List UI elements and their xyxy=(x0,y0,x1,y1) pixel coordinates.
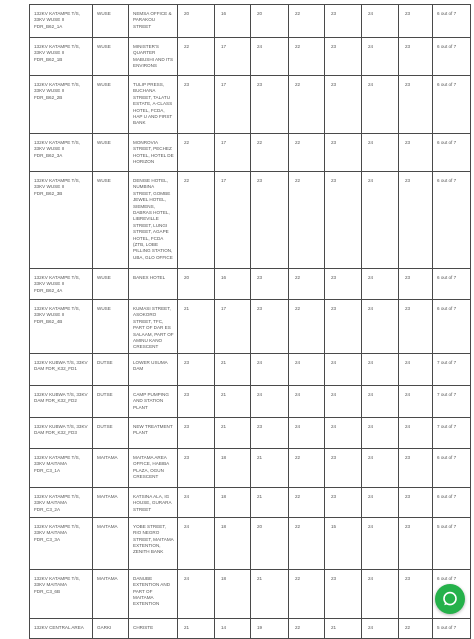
hours-cell: 14 xyxy=(215,618,251,638)
hours-cell: 24 xyxy=(362,569,399,618)
location-cell: DANUBE EXTENTION AND PART OF MAITAMA EXTENTION xyxy=(129,569,178,618)
location-cell: NEW TREATMENT PLANT xyxy=(129,417,178,448)
location-cell: YOBE STREET, RIO NEGRO STREET, MAITAMA EXTENTION, ZENITH BANK xyxy=(129,517,178,569)
table-row xyxy=(30,134,471,172)
hours-cell: 22 xyxy=(251,134,289,172)
hours-cell: 24 xyxy=(362,134,399,172)
days-cell: 6 out of 7 xyxy=(433,300,471,354)
hours-cell: 24 xyxy=(178,517,215,569)
days-cell: 7 out of 7 xyxy=(433,417,471,448)
hours-cell: 24 xyxy=(399,385,433,417)
table-row xyxy=(30,417,471,448)
hours-cell: 21 xyxy=(325,618,362,638)
hours-cell: 22 xyxy=(178,134,215,172)
hours-cell: 23 xyxy=(251,300,289,354)
hours-cell: 21 xyxy=(251,448,289,487)
hours-cell: 22 xyxy=(289,38,325,76)
days-cell: 7 out of 7 xyxy=(433,385,471,417)
area-cell: WUSE xyxy=(93,38,129,76)
feeder-cell: 132KV KATAMPE T/S, 33KV MAITAMA FDR_C3_6B xyxy=(30,569,93,618)
table-row xyxy=(30,618,471,638)
table-row xyxy=(30,487,471,517)
hours-cell: 24 xyxy=(289,385,325,417)
hours-cell: 23 xyxy=(325,5,362,38)
location-cell: KUMASI STREET, ASOKORO STREET, TFC, PART OF DAR ES SALAAM, PART OF AMINU KANO CRESCENT xyxy=(129,300,178,354)
feeder-cell: 132KV KATAMPE T/S, 33KV WUSE II FDR_B62_1A xyxy=(30,5,93,38)
location-cell: MONROVIA STREET, PECHEZ HOTEL, HOTEL DE HORIZON xyxy=(129,134,178,172)
location-cell: KATSINA ALA, IG HOUSE, GURARA STREET xyxy=(129,487,178,517)
hours-cell: 17 xyxy=(215,76,251,134)
hours-cell: 24 xyxy=(251,385,289,417)
days-cell: 5 out of 7 xyxy=(433,618,471,638)
power-supply-table xyxy=(29,4,471,639)
hours-cell: 21 xyxy=(215,417,251,448)
hours-cell: 23 xyxy=(399,517,433,569)
hours-cell: 17 xyxy=(215,300,251,354)
hours-cell: 22 xyxy=(289,300,325,354)
feeder-cell: 132KV KATAMPE T/S, 33KV MAITAMA FDR_C3_2A xyxy=(30,487,93,517)
hours-cell: 23 xyxy=(178,353,215,385)
days-cell: 6 out of 7 xyxy=(433,172,471,269)
area-cell: WUSE xyxy=(93,300,129,354)
hours-cell: 15 xyxy=(325,517,362,569)
location-cell: CAMP PUMPING AND STATION PLANT xyxy=(129,385,178,417)
feeder-cell: 132KV KUBWA T/S, 33KV DAM FDR_K32_FD2 xyxy=(30,385,93,417)
days-cell: 6 out of 7 xyxy=(433,448,471,487)
hours-cell: 23 xyxy=(325,38,362,76)
location-cell: CHRISTE xyxy=(129,618,178,638)
hours-cell: 22 xyxy=(289,76,325,134)
hours-cell: 23 xyxy=(251,417,289,448)
hours-cell: 23 xyxy=(399,5,433,38)
hours-cell: 24 xyxy=(362,172,399,269)
table-row xyxy=(30,172,471,269)
hours-cell: 17 xyxy=(215,172,251,269)
hours-cell: 22 xyxy=(289,569,325,618)
hours-cell: 24 xyxy=(325,417,362,448)
area-cell: WUSE xyxy=(93,172,129,269)
hours-cell: 21 xyxy=(215,385,251,417)
area-cell: WUSE xyxy=(93,134,129,172)
hours-cell: 22 xyxy=(289,618,325,638)
hours-cell: 23 xyxy=(178,76,215,134)
hours-cell: 23 xyxy=(399,448,433,487)
hours-cell: 23 xyxy=(399,172,433,269)
location-cell: LOWER USUMA DAM xyxy=(129,353,178,385)
hours-cell: 18 xyxy=(215,569,251,618)
hours-cell: 23 xyxy=(325,172,362,269)
hours-cell: 23 xyxy=(399,269,433,300)
chat-button[interactable] xyxy=(435,584,465,614)
hours-cell: 23 xyxy=(325,269,362,300)
area-cell: DUTSE xyxy=(93,385,129,417)
table-row xyxy=(30,76,471,134)
days-cell: 6 out of 7 xyxy=(433,38,471,76)
hours-cell: 24 xyxy=(362,448,399,487)
hours-cell: 21 xyxy=(215,353,251,385)
area-cell: MAITAMA xyxy=(93,448,129,487)
feeder-cell: 132KV CENTRAL AREA xyxy=(30,618,93,638)
hours-cell: 16 xyxy=(215,269,251,300)
area-cell: DUTSE xyxy=(93,353,129,385)
area-cell: MAITAMA xyxy=(93,517,129,569)
days-cell: 6 out of 7 xyxy=(433,5,471,38)
feeder-cell: 132KV KATAMPE T/S, 33KV MAITAMA FDR_C3_1A xyxy=(30,448,93,487)
hours-cell: 24 xyxy=(362,38,399,76)
hours-cell: 23 xyxy=(325,448,362,487)
hours-cell: 23 xyxy=(178,417,215,448)
area-cell: GARKI xyxy=(93,618,129,638)
area-cell: MAITAMA xyxy=(93,487,129,517)
hours-cell: 24 xyxy=(362,353,399,385)
hours-cell: 24 xyxy=(362,269,399,300)
hours-cell: 19 xyxy=(251,618,289,638)
feeder-cell: 132KV KATAMPE T/S, 33KV WUSE II FDR_B62_1B xyxy=(30,38,93,76)
hours-cell: 24 xyxy=(251,38,289,76)
hours-cell: 24 xyxy=(251,353,289,385)
hours-cell: 23 xyxy=(325,300,362,354)
table-row xyxy=(30,353,471,385)
hours-cell: 23 xyxy=(399,134,433,172)
hours-cell: 18 xyxy=(215,517,251,569)
hours-cell: 23 xyxy=(251,172,289,269)
area-cell: WUSE xyxy=(93,269,129,300)
table-row xyxy=(30,300,471,354)
location-cell: MINISTER'S QUARTER MABUSHI AND ITS ENVIRONS xyxy=(129,38,178,76)
hours-cell: 16 xyxy=(215,5,251,38)
days-cell: 6 out of 7 xyxy=(433,487,471,517)
hours-cell: 24 xyxy=(289,353,325,385)
hours-cell: 24 xyxy=(325,353,362,385)
hours-cell: 24 xyxy=(399,417,433,448)
table-row xyxy=(30,38,471,76)
feeder-cell: 132KV KUBWA T/S, 33KV DAM FDR_K32_FD1 xyxy=(30,353,93,385)
feeder-cell: 132KV KATAMPE T/S, 33KV WUSE II FDR_B62_3A xyxy=(30,134,93,172)
feeder-cell: 132KV KATAMPE T/S, 33KV WUSE II FDR_B62_3B xyxy=(30,172,93,269)
feeder-cell: 132KV KATAMPE T/S, 33KV WUSE II FDR_B62_2B xyxy=(30,76,93,134)
area-cell: MAITAMA xyxy=(93,569,129,618)
hours-cell: 24 xyxy=(362,385,399,417)
hours-cell: 23 xyxy=(178,385,215,417)
location-cell: MAITAMA AREA OFFICE, HABIBA PLAZA, OGUN CRESCENT xyxy=(129,448,178,487)
hours-cell: 24 xyxy=(325,385,362,417)
hours-cell: 22 xyxy=(178,38,215,76)
days-cell: 6 out of 7 xyxy=(433,569,471,618)
area-cell: DUTSE xyxy=(93,417,129,448)
feeder-cell: 132KV KATAMPE T/S, 33KV WUSE II FDR_B62_4B xyxy=(30,300,93,354)
days-cell: 6 out of 7 xyxy=(433,134,471,172)
area-cell: WUSE xyxy=(93,76,129,134)
table-row xyxy=(30,269,471,300)
hours-cell: 23 xyxy=(251,269,289,300)
hours-cell: 17 xyxy=(215,134,251,172)
location-cell: BANEX HOTEL xyxy=(129,269,178,300)
hours-cell: 20 xyxy=(251,5,289,38)
hours-cell: 23 xyxy=(325,569,362,618)
hours-cell: 23 xyxy=(325,134,362,172)
hours-cell: 22 xyxy=(289,487,325,517)
whatsapp-chat-icon xyxy=(442,591,458,607)
days-cell: 5 out of 7 xyxy=(433,517,471,569)
hours-cell: 23 xyxy=(399,487,433,517)
hours-cell: 21 xyxy=(178,618,215,638)
feeder-cell: 132KV KATAMPE T/S, 33KV MAITAMA FDR_C3_3A xyxy=(30,517,93,569)
hours-cell: 18 xyxy=(215,487,251,517)
location-cell: NEMSA OFFICE & PARAKOU STREET xyxy=(129,5,178,38)
hours-cell: 24 xyxy=(178,487,215,517)
table-row xyxy=(30,5,471,38)
hours-cell: 24 xyxy=(178,569,215,618)
hours-cell: 24 xyxy=(362,76,399,134)
hours-cell: 23 xyxy=(399,38,433,76)
days-cell: 7 out of 7 xyxy=(433,353,471,385)
hours-cell: 17 xyxy=(215,38,251,76)
days-cell: 6 out of 7 xyxy=(433,269,471,300)
hours-cell: 22 xyxy=(399,618,433,638)
location-cell: TULIP PRESS, BUCHANA STREET, TALATU ESTATE, A-CLASS HOTEL, FCDA, HAP U AND FIRST BANK xyxy=(129,76,178,134)
hours-cell: 21 xyxy=(251,569,289,618)
hours-cell: 22 xyxy=(289,134,325,172)
hours-cell: 20 xyxy=(251,517,289,569)
hours-cell: 23 xyxy=(399,76,433,134)
hours-cell: 21 xyxy=(251,487,289,517)
table-row xyxy=(30,517,471,569)
hours-cell: 21 xyxy=(178,300,215,354)
hours-cell: 23 xyxy=(178,448,215,487)
hours-cell: 23 xyxy=(399,569,433,618)
hours-cell: 22 xyxy=(289,269,325,300)
location-cell: DENISE HOTEL, NUMBINA STREET, GOMBE JEWEL HOTEL, SIEMENS, DABRAS HOTEL, LIBREVILLE STREET, LUNGI STREET, AGAPE HOTEL, FCDA (ZTB, LOBE PILLING STATION, UBA, GLO OFFICE xyxy=(129,172,178,269)
hours-cell: 23 xyxy=(399,300,433,354)
hours-cell: 22 xyxy=(289,172,325,269)
hours-cell: 24 xyxy=(362,417,399,448)
hours-cell: 24 xyxy=(362,618,399,638)
table-body xyxy=(30,5,471,639)
table-row xyxy=(30,385,471,417)
days-cell: 6 out of 7 xyxy=(433,76,471,134)
hours-cell: 22 xyxy=(289,517,325,569)
hours-cell: 18 xyxy=(215,448,251,487)
hours-cell: 22 xyxy=(289,448,325,487)
hours-cell: 24 xyxy=(362,517,399,569)
hours-cell: 22 xyxy=(289,5,325,38)
hours-cell: 24 xyxy=(362,300,399,354)
area-cell: WUSE xyxy=(93,5,129,38)
hours-cell: 24 xyxy=(362,487,399,517)
hours-cell: 24 xyxy=(289,417,325,448)
hours-cell: 23 xyxy=(251,76,289,134)
table-row xyxy=(30,569,471,618)
hours-cell: 20 xyxy=(178,269,215,300)
hours-cell: 24 xyxy=(399,353,433,385)
hours-cell: 24 xyxy=(362,5,399,38)
hours-cell: 20 xyxy=(178,5,215,38)
hours-cell: 23 xyxy=(325,76,362,134)
hours-cell: 23 xyxy=(325,487,362,517)
feeder-cell: 132KV KUBWA T/S, 33KV DAM FDR_K32_FD3 xyxy=(30,417,93,448)
hours-cell: 22 xyxy=(178,172,215,269)
table-row xyxy=(30,448,471,487)
feeder-cell: 132KV KATAMPE T/S, 33KV WUSE II FDR_B62_4A xyxy=(30,269,93,300)
